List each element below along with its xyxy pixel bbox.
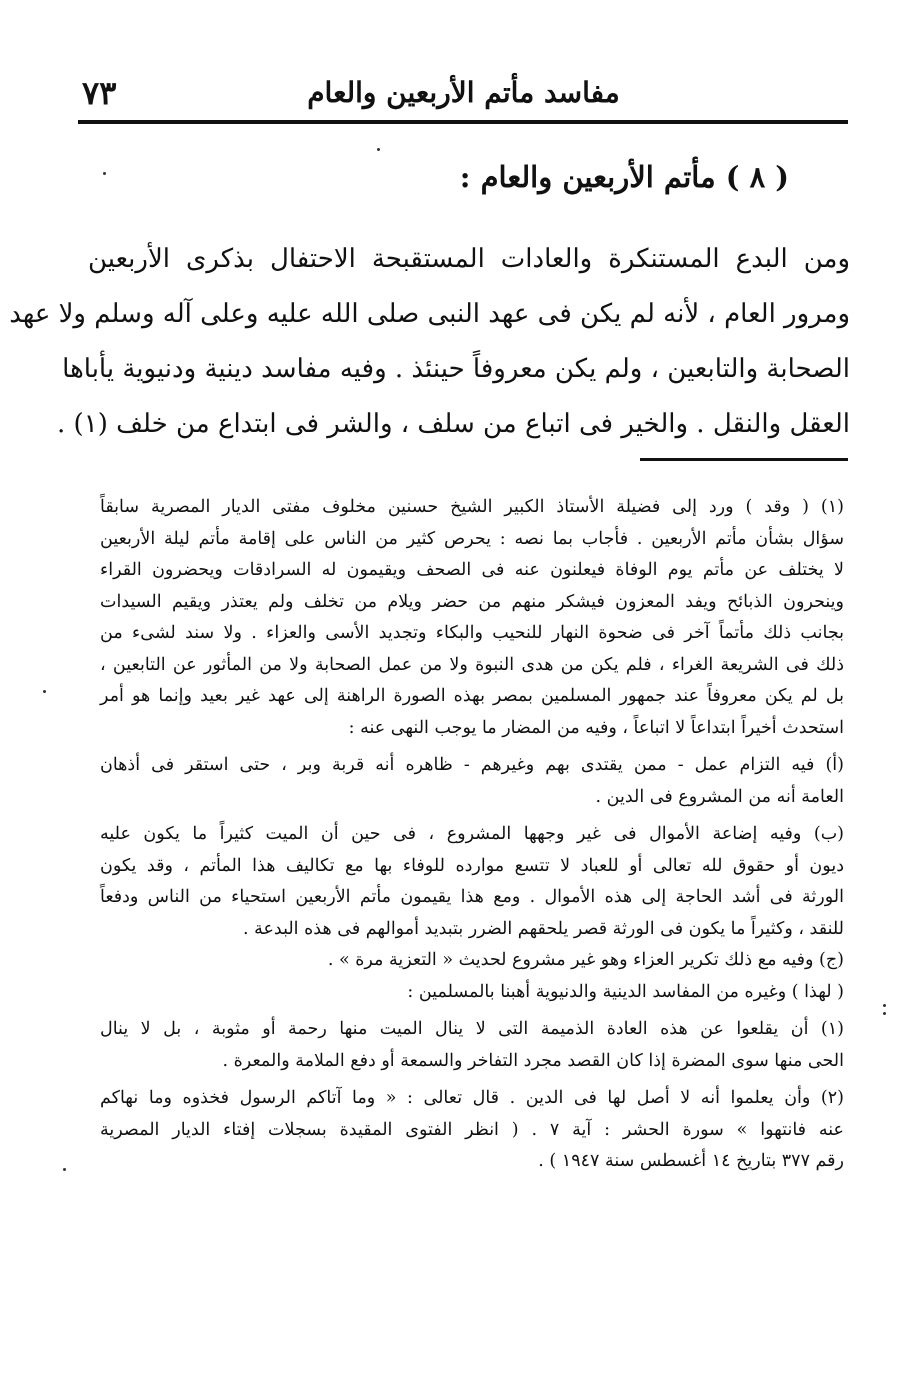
footnote-line: بجانب ذلك مأتماً آخر فى ضحوة النهار للنحيب والبكاء وتجديد الأسى والعزاء . ولا سند لشىء من: [100, 623, 844, 643]
body-text: [9, 232, 850, 452]
footnote-line: عنه فانتهوا » سورة الحشر : آية ٧ . ( انظر الفتوى المقيدة بسجلات إفتاء الديار المصرية: [100, 1119, 844, 1140]
body-line: ومرور العام ، لأنه لم يكن فى عهد النبى صلى الله عليه وعلى آله وسلم ولا عهد: [9, 299, 850, 329]
section-heading: ( ٨ ) مأتم الأربعين والعام :: [459, 160, 789, 194]
footnote-line: الحى منها سوى المضرة إذا كان القصد مجرد التفاخر والسمعة أو دفع الملامة والمعرة .: [222, 1050, 844, 1071]
footnote-line: العامة أنه من المشروع فى الدين .: [595, 786, 844, 807]
footnote-line: (١) ( وقد ) ورد إلى فضيلة الأستاذ الكبير الشيخ حسنين مخلوف مفتى الديار المصرية سابقاً: [100, 497, 844, 517]
footnote-line: للنقد ، وكثيراً ما يكون فى الورثة قصر يلحقهم الضرر بتبديد أموالهم فى هذه البدعة .: [242, 918, 844, 939]
header-rule: [78, 120, 848, 124]
body-line: الصحابة والتابعين ، ولم يكن معروفاً حينئذ . وفيه مفاسد دينية ودنيوية يأباها: [62, 354, 850, 384]
footnote-line: (ج) وفيه مع ذلك تكرير العزاء وهو غير مشروع لحديث « التعزية مرة » .: [327, 950, 844, 970]
footnote-line: رقم ٣٧٧ بتاريخ ١٤ أغسطس سنة ١٩٤٧ ) .: [538, 1151, 844, 1171]
body-line: العقل والنقل . والخير فى اتباع من سلف ، والشر فى ابتداع من خلف (١) .: [57, 409, 850, 439]
footnote-line: بل لم يكن معروفاً عند جمهور المسلمين بمصر بهذه الصورة الراهنة إلى عهد غير بعيد وإنما هو أمر: [100, 686, 844, 706]
footnote-line: سؤال بشأن مأتم الأربعين . فأجاب بما نصه : يحرص كثير من الناس على إقامة مأتم ليلة الأربعين: [100, 528, 844, 549]
ink-speck: [883, 1004, 886, 1007]
footnote-line: (أ) فيه التزام عمل - ممن يقتدى بهم وغيرهم - ظاهره أنه قربة وبر ، حتى استقر فى أذهان: [100, 755, 844, 775]
ink-speck: [43, 690, 46, 693]
ink-speck: [63, 1168, 66, 1171]
footnote-separator: [640, 458, 848, 461]
footnote-line: ذلك فى الشريعة الغراء ، فلم يكن من هدى النبوة ولا من عمل الصحابة ولا من المأثور عن التابعين ،: [100, 654, 844, 675]
page-number: ٧٣: [82, 74, 117, 112]
footnote-line: استحدث أخيراً ابتداعاً لا اتباعاً ، وفيه من المضار ما يوجب النهى عنه :: [348, 717, 844, 738]
footnotes: [100, 492, 844, 1178]
footnote-line: (١) أن يقلعوا عن هذه العادة الذميمة التى لا ينال الميت منها رحمة أو مثوبة ، بل لا ينال: [100, 1019, 844, 1039]
footnote-line: ( لهذا ) وغيره من المفاسد الدينية والدنيوية أهبنا بالمسلمين :: [407, 981, 844, 1002]
ink-speck: [883, 1012, 886, 1015]
footnote-line: (ب) وفيه إضاعة الأموال فى غير وجهها المشروع ، فى حين أن الميت كثيراً ما يكون عليه: [100, 824, 844, 844]
footnote-line: لا يختلف عن مأتم يوم الوفاة فيعلنون عنه فى الصحف ويقيمون له السرادقات ويحضرون القراء: [100, 560, 844, 580]
page-header: [80, 70, 847, 120]
footnote-line: وينحرون الذبائح ويفد المعزون فيشكر منهم من حضر ويلام من تخلف ولم يعتذر ويقيم السيدات: [100, 591, 844, 612]
running-title: مفاسد مأتم الأربعين والعام: [307, 76, 620, 109]
ink-speck: [103, 172, 106, 175]
ink-speck: [377, 148, 380, 151]
footnote-line: ديون أو حقوق لله تعالى أو للعباد لا تتسع موارده للوفاء بها مع تكاليف هذا المأتم ، وقد يكون: [100, 855, 844, 876]
body-line: ومن البدع المستنكرة والعادات المستقبحة الاحتفال بذكرى الأربعين: [88, 244, 850, 274]
footnote-line: الورثة فى أشد الحاجة إلى هذه الأموال . ومع هذا يقيمون مأتم الأربعين استحياء من الناس ودفعاً: [100, 887, 844, 907]
footnote-line: (٢) وأن يعلموا أنه لا أصل لها فى الدين . قال تعالى : « وما آتاكم الرسول فخذوه وما نهاكم: [100, 1088, 844, 1108]
